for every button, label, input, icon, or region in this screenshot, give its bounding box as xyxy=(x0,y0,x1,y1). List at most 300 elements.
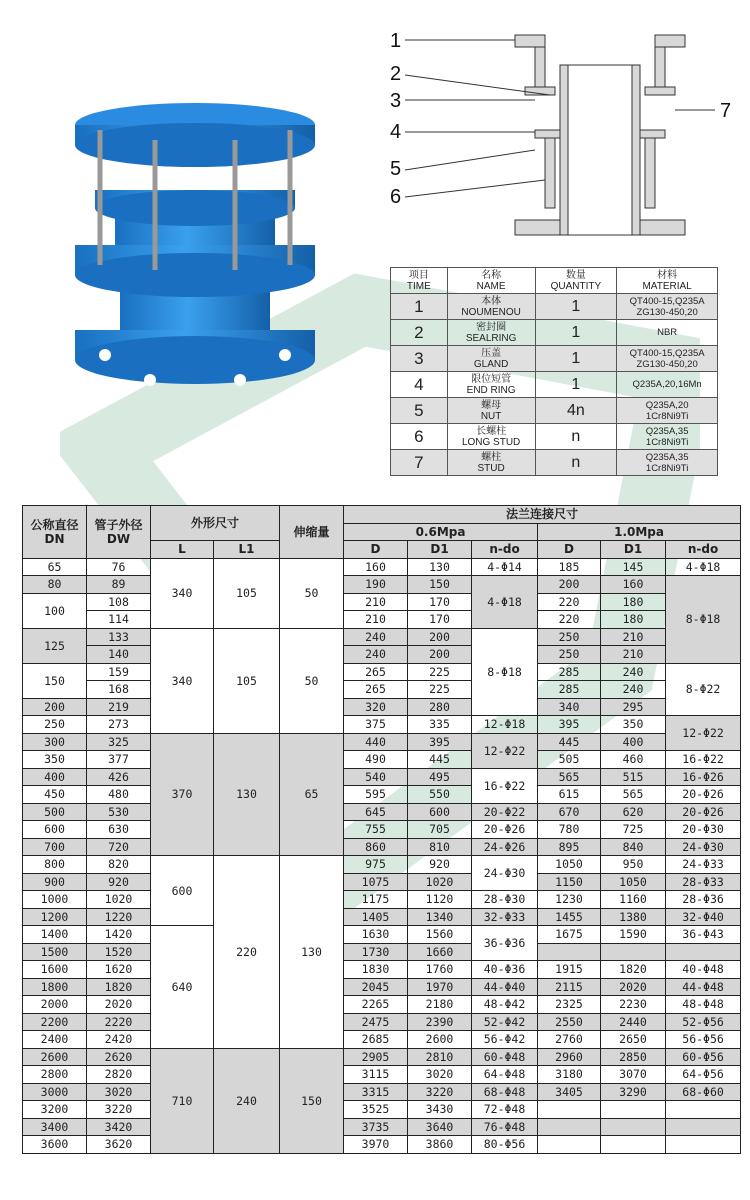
table-cell: 820 xyxy=(87,856,151,874)
part-material xyxy=(617,294,718,320)
callout-6: 6 xyxy=(390,186,402,208)
table-cell: 2760 xyxy=(538,1031,601,1049)
table-cell: 68-Φ48 xyxy=(472,1083,538,1101)
header-en: TIME xyxy=(406,280,431,292)
table-cell: 65 xyxy=(23,558,87,576)
parts-row xyxy=(391,346,718,372)
material-line-1: QT400-15,Q235A xyxy=(629,347,705,359)
table-cell: 180 xyxy=(601,611,666,629)
part-quantity: 1 xyxy=(535,320,617,346)
table-cell: 4-Φ14 xyxy=(472,558,538,576)
table-cell: 219 xyxy=(87,698,151,716)
table-cell: 185 xyxy=(538,558,601,576)
merged-cell: 600 xyxy=(151,856,214,926)
table-cell: 350 xyxy=(601,716,666,734)
table-cell xyxy=(666,1101,741,1119)
header-ndo-10: n-do xyxy=(666,541,741,559)
merged-cell: 36-Φ36 xyxy=(472,926,538,961)
table-cell: 52-Φ42 xyxy=(472,1013,538,1031)
table-cell: 28-Φ30 xyxy=(472,891,538,909)
header-ndo-06: n-do xyxy=(472,541,538,559)
header-cn: 项目 xyxy=(408,269,429,281)
table-cell: 60-Φ48 xyxy=(472,1048,538,1066)
table-cell: 1620 xyxy=(87,961,151,979)
table-cell: 375 xyxy=(344,716,408,734)
table-cell: 400 xyxy=(23,768,87,786)
parts-header-cell xyxy=(447,268,535,294)
table-row xyxy=(23,821,741,839)
table-cell: 670 xyxy=(538,803,601,821)
table-cell: 565 xyxy=(601,786,666,804)
table-cell: 170 xyxy=(408,593,472,611)
table-cell: 60-Φ56 xyxy=(666,1048,741,1066)
table-cell: 240 xyxy=(344,646,408,664)
table-cell: 426 xyxy=(87,768,151,786)
table-cell xyxy=(538,1101,601,1119)
table-cell: 28-Φ33 xyxy=(666,873,741,891)
table-cell: 210 xyxy=(601,646,666,664)
table-row xyxy=(23,663,741,681)
table-cell: 16-Φ26 xyxy=(666,768,741,786)
table-row xyxy=(23,961,741,979)
table-cell: 1230 xyxy=(538,891,601,909)
table-cell: 68-Φ60 xyxy=(666,1083,741,1101)
table-cell: 89 xyxy=(87,576,151,594)
table-cell: 550 xyxy=(408,786,472,804)
table-cell: 900 xyxy=(23,873,87,891)
table-cell: 16-Φ22 xyxy=(666,751,741,769)
table-cell: 3405 xyxy=(538,1083,601,1101)
table-cell: 3115 xyxy=(344,1066,408,1084)
table-row xyxy=(23,611,741,629)
parts-row xyxy=(391,320,718,346)
table-cell: 3420 xyxy=(87,1118,151,1136)
table-cell: 2115 xyxy=(538,978,601,996)
part-material xyxy=(617,450,718,476)
table-row xyxy=(23,1031,741,1049)
table-cell: 400 xyxy=(601,733,666,751)
table-cell: 1175 xyxy=(344,891,408,909)
table-row xyxy=(23,1066,741,1084)
table-cell xyxy=(601,943,666,961)
part-quantity: 1 xyxy=(535,294,617,320)
table-row xyxy=(23,996,741,1014)
table-cell: 200 xyxy=(23,698,87,716)
table-cell: 20-Φ26 xyxy=(666,786,741,804)
table-cell: 56-Φ56 xyxy=(666,1031,741,1049)
part-quantity: 1 xyxy=(535,372,617,398)
part-name-cn: 长螺柱 xyxy=(476,425,507,437)
table-cell: 44-Φ48 xyxy=(666,978,741,996)
table-cell: 2020 xyxy=(87,996,151,1014)
table-cell: 2200 xyxy=(23,1013,87,1031)
part-name xyxy=(447,398,535,424)
table-cell: 3430 xyxy=(408,1101,472,1119)
table-cell: 335 xyxy=(408,716,472,734)
table-cell: 64-Φ48 xyxy=(472,1066,538,1084)
parts-row xyxy=(391,294,718,320)
table-cell: 1520 xyxy=(87,943,151,961)
table-row xyxy=(23,733,741,751)
header-outline: 外形尺寸 xyxy=(151,506,280,541)
table-cell: 1600 xyxy=(23,961,87,979)
table-cell: 615 xyxy=(538,786,601,804)
part-material xyxy=(617,346,718,372)
table-cell: 445 xyxy=(408,751,472,769)
table-cell: 40-Φ36 xyxy=(472,961,538,979)
parts-row xyxy=(391,450,718,476)
table-cell: 975 xyxy=(344,856,408,874)
part-name-en: GLAND xyxy=(473,358,509,370)
table-cell: 1675 xyxy=(538,926,601,944)
part-name xyxy=(447,346,535,372)
table-cell: 2685 xyxy=(344,1031,408,1049)
table-cell: 180 xyxy=(601,593,666,611)
table-row xyxy=(23,1101,741,1119)
table-cell: 2800 xyxy=(23,1066,87,1084)
table-cell: 140 xyxy=(87,646,151,664)
table-cell: 840 xyxy=(601,838,666,856)
merged-cell: 50 xyxy=(280,558,344,628)
part-name xyxy=(447,372,535,398)
part-number: 5 xyxy=(391,398,448,424)
part-name xyxy=(447,424,535,450)
table-cell xyxy=(601,1118,666,1136)
table-cell: 280 xyxy=(408,698,472,716)
merged-cell: 130 xyxy=(214,733,280,856)
header-cn: 材料 xyxy=(657,269,678,281)
table-row xyxy=(23,751,741,769)
header-en: NAME xyxy=(476,280,506,292)
table-row xyxy=(23,716,741,734)
merged-cell: 130 xyxy=(280,856,344,1049)
spec-table xyxy=(22,505,741,1154)
table-cell: 700 xyxy=(23,838,87,856)
table-cell: 48-Φ48 xyxy=(666,996,741,1014)
header-flange: 法兰连接尺寸 xyxy=(344,506,741,524)
header-D1-06: D1 xyxy=(408,541,472,559)
callout-2: 2 xyxy=(390,63,402,85)
table-cell: 52-Φ56 xyxy=(666,1013,741,1031)
table-cell: 600 xyxy=(408,803,472,821)
parts-header-row xyxy=(391,268,718,294)
table-cell: 780 xyxy=(538,821,601,839)
table-cell: 620 xyxy=(601,803,666,821)
header-L: L xyxy=(151,541,214,559)
part-quantity: n xyxy=(535,450,617,476)
table-cell: 200 xyxy=(408,646,472,664)
table-cell: 2220 xyxy=(87,1013,151,1031)
table-cell: 1050 xyxy=(538,856,601,874)
table-cell: 48-Φ42 xyxy=(472,996,538,1014)
table-cell: 285 xyxy=(538,663,601,681)
table-cell xyxy=(601,1136,666,1154)
merged-cell: 150 xyxy=(23,663,87,698)
table-cell: 800 xyxy=(23,856,87,874)
table-cell: 44-Φ40 xyxy=(472,978,538,996)
table-cell: 3400 xyxy=(23,1118,87,1136)
table-cell: 3525 xyxy=(344,1101,408,1119)
table-cell: 1660 xyxy=(408,943,472,961)
table-cell: 300 xyxy=(23,733,87,751)
table-cell: 1730 xyxy=(344,943,408,961)
table-cell: 24-Φ33 xyxy=(666,856,741,874)
table-row xyxy=(23,1013,741,1031)
table-cell xyxy=(538,943,601,961)
part-number: 2 xyxy=(391,320,448,346)
table-cell: 1340 xyxy=(408,908,472,926)
merged-cell: 105 xyxy=(214,558,280,628)
merged-cell: 8-Φ22 xyxy=(666,663,741,716)
table-cell: 1590 xyxy=(601,926,666,944)
table-cell: 210 xyxy=(344,611,408,629)
table-cell: 250 xyxy=(538,646,601,664)
table-cell: 395 xyxy=(408,733,472,751)
table-cell: 3620 xyxy=(87,1136,151,1154)
part-name xyxy=(447,294,535,320)
merged-cell: 340 xyxy=(151,628,214,733)
material-line-2: 1Cr8Ni9Ti xyxy=(645,410,689,422)
table-row xyxy=(23,891,741,909)
table-cell: 495 xyxy=(408,768,472,786)
table-cell: 1500 xyxy=(23,943,87,961)
table-cell: 240 xyxy=(601,663,666,681)
table-cell: 56-Φ42 xyxy=(472,1031,538,1049)
header-cn: 数量 xyxy=(565,269,586,281)
table-cell: 32-Φ40 xyxy=(666,908,741,926)
table-row xyxy=(23,873,741,891)
table-cell: 530 xyxy=(87,803,151,821)
table-cell: 220 xyxy=(538,611,601,629)
parts-header-cell xyxy=(391,268,448,294)
parts-header-cell xyxy=(535,268,617,294)
table-cell: 2820 xyxy=(87,1066,151,1084)
table-cell: 250 xyxy=(538,628,601,646)
table-row xyxy=(23,768,741,786)
table-cell: 1820 xyxy=(87,978,151,996)
material-line-1: Q235A,20 xyxy=(645,399,689,411)
table-cell: 1380 xyxy=(601,908,666,926)
table-row xyxy=(23,908,741,926)
table-cell: 3000 xyxy=(23,1083,87,1101)
table-cell: 895 xyxy=(538,838,601,856)
material-line-1: QT400-15,Q235A xyxy=(629,295,705,307)
table-cell xyxy=(538,1118,601,1136)
part-name-cn: 螺柱 xyxy=(481,451,502,463)
table-cell: 24-Φ26 xyxy=(472,838,538,856)
table-cell: 2265 xyxy=(344,996,408,1014)
merged-cell: 8-Φ18 xyxy=(472,628,538,716)
part-number: 3 xyxy=(391,346,448,372)
table-row xyxy=(23,576,741,594)
merged-cell: 100 xyxy=(23,593,87,628)
part-name xyxy=(447,450,535,476)
table-row xyxy=(23,1048,741,1066)
table-cell: 3020 xyxy=(87,1083,151,1101)
table-cell: 540 xyxy=(344,768,408,786)
table-row xyxy=(23,856,741,874)
table-cell: 860 xyxy=(344,838,408,856)
table-cell: 3220 xyxy=(87,1101,151,1119)
table-cell: 3970 xyxy=(344,1136,408,1154)
table-cell: 2000 xyxy=(23,996,87,1014)
table-cell: 725 xyxy=(601,821,666,839)
table-cell: 130 xyxy=(408,558,472,576)
table-cell: 273 xyxy=(87,716,151,734)
table-cell: 2850 xyxy=(601,1048,666,1066)
table-cell: 2230 xyxy=(601,996,666,1014)
table-cell: 170 xyxy=(408,611,472,629)
cross-section-diagram xyxy=(385,20,745,265)
table-cell: 20-Φ22 xyxy=(472,803,538,821)
table-cell: 2440 xyxy=(601,1013,666,1031)
material-line-2: ZG130-450,20 xyxy=(636,358,698,370)
merged-cell: 370 xyxy=(151,733,214,856)
table-cell: 1075 xyxy=(344,873,408,891)
table-cell: 24-Φ30 xyxy=(666,838,741,856)
table-cell: 1000 xyxy=(23,891,87,909)
table-cell: 220 xyxy=(538,593,601,611)
table-cell: 595 xyxy=(344,786,408,804)
callout-3: 3 xyxy=(390,90,402,112)
merged-cell: 105 xyxy=(214,628,280,733)
part-material xyxy=(617,398,718,424)
parts-row xyxy=(391,424,718,450)
table-cell: 3860 xyxy=(408,1136,472,1154)
part-name-en: NOUMENOU xyxy=(461,306,521,318)
table-cell: 108 xyxy=(87,593,151,611)
table-cell xyxy=(666,1136,741,1154)
table-cell: 490 xyxy=(344,751,408,769)
header-stroke: 伸缩量 xyxy=(280,506,344,559)
part-material xyxy=(617,424,718,450)
table-cell: 3020 xyxy=(408,1066,472,1084)
part-name-cn: 本体 xyxy=(481,295,502,307)
table-cell: 1050 xyxy=(601,873,666,891)
table-cell xyxy=(666,943,741,961)
parts-header-cell xyxy=(617,268,718,294)
table-cell: 1760 xyxy=(408,961,472,979)
table-cell: 2600 xyxy=(408,1031,472,1049)
table-cell: 720 xyxy=(87,838,151,856)
table-cell: 190 xyxy=(344,576,408,594)
material-line-1: Q235A,35 xyxy=(645,451,689,463)
header-L1: L1 xyxy=(214,541,280,559)
table-cell: 20-Φ30 xyxy=(666,821,741,839)
table-cell: 1970 xyxy=(408,978,472,996)
table-cell: 460 xyxy=(601,751,666,769)
table-cell: 72-Φ48 xyxy=(472,1101,538,1119)
table-cell: 1405 xyxy=(344,908,408,926)
table-cell xyxy=(538,1136,601,1154)
table-row xyxy=(23,698,741,716)
table-cell: 240 xyxy=(344,628,408,646)
table-row xyxy=(23,628,741,646)
merged-cell: 4-Φ18 xyxy=(472,576,538,629)
table-cell: 340 xyxy=(538,698,601,716)
table-row xyxy=(23,786,741,804)
table-cell: 133 xyxy=(87,628,151,646)
part-name-en: SEALRING xyxy=(465,332,517,344)
table-cell: 1160 xyxy=(601,891,666,909)
table-cell: 440 xyxy=(344,733,408,751)
table-cell: 377 xyxy=(87,751,151,769)
table-cell: 3315 xyxy=(344,1083,408,1101)
table-row xyxy=(23,803,741,821)
table-cell: 950 xyxy=(601,856,666,874)
table-cell: 265 xyxy=(344,663,408,681)
table-cell: 225 xyxy=(408,681,472,699)
part-material xyxy=(617,320,718,346)
header-D-10: D xyxy=(538,541,601,559)
merged-cell: 12-Φ22 xyxy=(472,733,538,768)
part-quantity: 1 xyxy=(535,346,617,372)
table-cell: 500 xyxy=(23,803,87,821)
table-cell: 160 xyxy=(601,576,666,594)
merged-cell: 340 xyxy=(151,558,214,628)
table-cell: 2390 xyxy=(408,1013,472,1031)
table-cell: 80-Φ56 xyxy=(472,1136,538,1154)
part-name-en: END RING xyxy=(466,384,516,396)
table-cell xyxy=(601,1101,666,1119)
product-photo xyxy=(60,90,330,410)
callout-7: 7 xyxy=(720,100,732,122)
table-cell: 2960 xyxy=(538,1048,601,1066)
table-cell: 1630 xyxy=(344,926,408,944)
material-line-1: NBR xyxy=(657,327,678,338)
table-cell: 225 xyxy=(408,663,472,681)
table-cell: 3200 xyxy=(23,1101,87,1119)
table-cell: 200 xyxy=(538,576,601,594)
table-cell: 480 xyxy=(87,786,151,804)
table-cell: 515 xyxy=(601,768,666,786)
callout-1: 1 xyxy=(390,30,402,52)
table-cell: 1150 xyxy=(538,873,601,891)
table-cell: 3290 xyxy=(601,1083,666,1101)
material-line-1: Q235A,20,16Mn xyxy=(632,379,702,390)
table-cell: 145 xyxy=(601,558,666,576)
table-cell: 200 xyxy=(408,628,472,646)
table-cell: 150 xyxy=(408,576,472,594)
header-cn: 名称 xyxy=(481,269,502,281)
part-name-en: STUD xyxy=(477,462,505,474)
header-en: MATERIAL xyxy=(642,280,692,292)
table-cell: 1830 xyxy=(344,961,408,979)
part-name-cn: 密封圈 xyxy=(476,321,507,333)
table-cell: 2325 xyxy=(538,996,601,1014)
merged-cell: 220 xyxy=(214,856,280,1049)
material-line-1: Q235A,35 xyxy=(645,425,689,437)
parts-row xyxy=(391,372,718,398)
table-cell: 1820 xyxy=(601,961,666,979)
merged-cell: 125 xyxy=(23,628,87,663)
table-cell: 320 xyxy=(344,698,408,716)
header-dw: 管子外径 DW xyxy=(87,506,151,559)
table-cell: 920 xyxy=(87,873,151,891)
header-D-06: D xyxy=(344,541,408,559)
table-cell: 2020 xyxy=(601,978,666,996)
table-row xyxy=(23,978,741,996)
table-row xyxy=(23,1083,741,1101)
table-cell: 28-Φ36 xyxy=(666,891,741,909)
table-cell: 1420 xyxy=(87,926,151,944)
part-name-cn: 螺母 xyxy=(481,399,502,411)
table-cell: 1400 xyxy=(23,926,87,944)
table-cell: 1455 xyxy=(538,908,601,926)
table-row xyxy=(23,681,741,699)
merged-cell: 640 xyxy=(151,926,214,1049)
table-cell: 1915 xyxy=(538,961,601,979)
